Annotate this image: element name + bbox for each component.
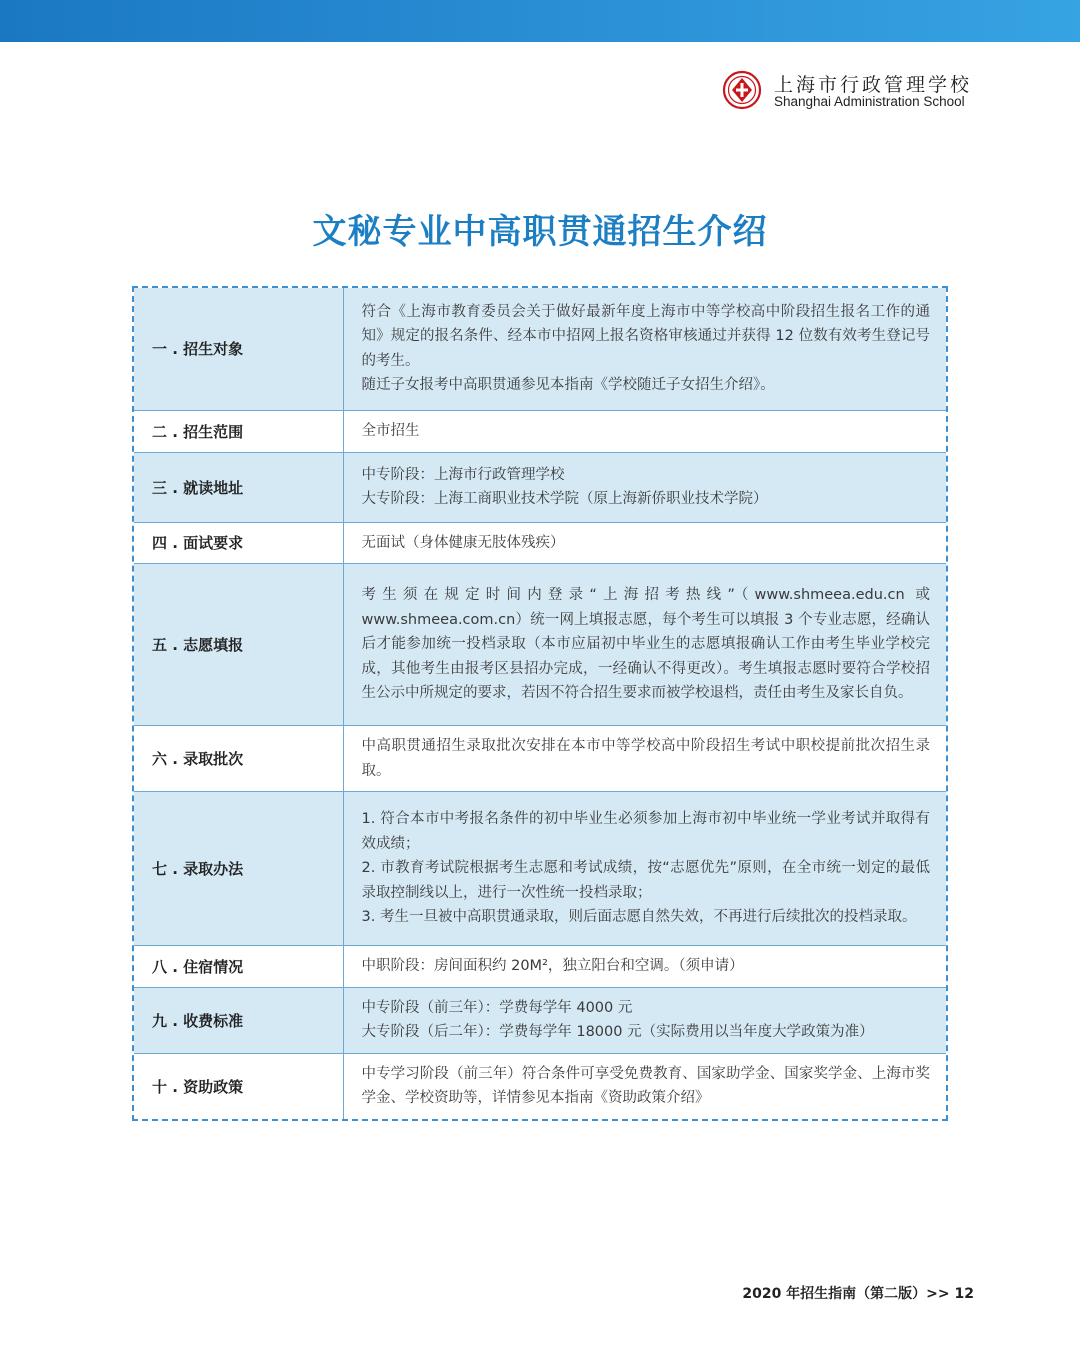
content-line: 3. 考生一旦被中高职贯通录取，则后面志愿自然失效，不再进行后续批次的投档录取。 bbox=[361, 909, 917, 926]
content-line: 全市招生 bbox=[361, 422, 420, 439]
row-content bbox=[343, 946, 946, 988]
row-content bbox=[343, 792, 946, 946]
table-row bbox=[134, 1053, 946, 1119]
top-banner-bar bbox=[0, 0, 1080, 42]
row-content bbox=[343, 410, 946, 452]
row-content bbox=[343, 288, 946, 410]
table-row bbox=[134, 792, 946, 946]
content-line: 中专阶段（前三年）：学费每学年 4000 元 bbox=[361, 999, 633, 1016]
content-line: 大专阶段（后二年）：学费每学年 18000 元（实际费用以当年度大学政策为准） bbox=[361, 1024, 874, 1040]
row-content bbox=[343, 726, 946, 792]
row-label: 五 . 志愿填报 bbox=[134, 564, 343, 726]
table-row bbox=[134, 288, 946, 410]
school-name-chinese: 上海市行政管理学校 bbox=[774, 74, 973, 96]
content-line: 中专阶段：上海市行政管理学校 bbox=[361, 466, 565, 483]
table-row bbox=[134, 452, 946, 522]
row-content bbox=[343, 522, 946, 564]
row-content bbox=[343, 1053, 946, 1119]
row-label: 一 . 招生对象 bbox=[134, 288, 343, 410]
table-row bbox=[134, 522, 946, 564]
content-line: 1. 符合本市中考报名条件的初中毕业生必须参加上海市初中毕业统一学业考试并取得有效成绩； bbox=[361, 811, 930, 852]
content-line: 考生须在规定时间内登录“上海招考热线”（www.shmeea.edu.cn 或 www.shmeea.com.cn）统一网上填报志愿，每个考生可以填报 3 个专业志愿，经确认后才能参加统一投档录取（本市应届初中毕业生的志愿填报确认工作由考生毕业学校完成，其他考生由报考区县招办完成，一经确认不得更改）。考生填报志愿时要符合学校招生公示中所规定的要求，若因不符合招生要求而被学校退档，责任由考生及家长自负。 bbox=[361, 587, 930, 702]
table-row bbox=[134, 726, 946, 792]
table-row bbox=[134, 987, 946, 1053]
table-row bbox=[134, 564, 946, 726]
school-name-english: Shanghai Administration School bbox=[774, 94, 965, 109]
school-emblem-icon bbox=[722, 70, 762, 110]
info-table-body bbox=[134, 288, 946, 1119]
content-line: 符合《上海市教育委员会关于做好最新年度上海市中等学校高中阶段招生报名工作的通知》规定的报名条件、经本市中招网上报名资格审核通过并获得 12 位数有效考生登记号的考生。 bbox=[361, 303, 930, 369]
table-row bbox=[134, 946, 946, 988]
row-content bbox=[343, 452, 946, 522]
page-footer: 2020 年招生指南（第二版）>> 12 bbox=[742, 1286, 974, 1302]
row-label: 十 . 资助政策 bbox=[134, 1053, 343, 1119]
row-label: 九 . 收费标准 bbox=[134, 987, 343, 1053]
content-line: 无面试（身体健康无肢体残疾） bbox=[361, 534, 565, 551]
row-label: 六 . 录取批次 bbox=[134, 726, 343, 792]
table-row bbox=[134, 410, 946, 452]
content-line: 中高职贯通招生录取批次安排在本市中等学校高中阶段招生考试中职校提前批次招生录取。 bbox=[361, 738, 930, 779]
row-label: 二 . 招生范围 bbox=[134, 410, 343, 452]
row-label: 四 . 面试要求 bbox=[134, 522, 343, 564]
row-label: 三 . 就读地址 bbox=[134, 452, 343, 522]
row-content bbox=[343, 987, 946, 1053]
row-label: 七 . 录取办法 bbox=[134, 792, 343, 946]
content-line: 大专阶段：上海工商职业技术学院（原上海新侨职业技术学院） bbox=[361, 491, 768, 507]
row-content bbox=[343, 564, 946, 726]
admission-info-table bbox=[132, 286, 948, 1121]
content-line: 2. 市教育考试院根据考生志愿和考试成绩，按“志愿优先”原则，在全市统一划定的最低录取控制线以上，进行一次性统一投档录取； bbox=[361, 860, 930, 901]
page-title: 文秘专业中高职贯通招生介绍 bbox=[312, 212, 768, 252]
content-line: 中专学习阶段（前三年）符合条件可享受免费教育、国家助学金、国家奖学金、上海市奖学金、学校资助等，详情参见本指南《资助政策介绍》 bbox=[361, 1065, 930, 1106]
content-line: 中职阶段：房间面积约 20M²，独立阳台和空调。（须申请） bbox=[361, 958, 744, 974]
row-label: 八 . 住宿情况 bbox=[134, 946, 343, 988]
school-logo-block bbox=[722, 70, 982, 110]
content-line: 随迁子女报考中高职贯通参见本指南《学校随迁子女招生介绍》。 bbox=[361, 377, 775, 394]
